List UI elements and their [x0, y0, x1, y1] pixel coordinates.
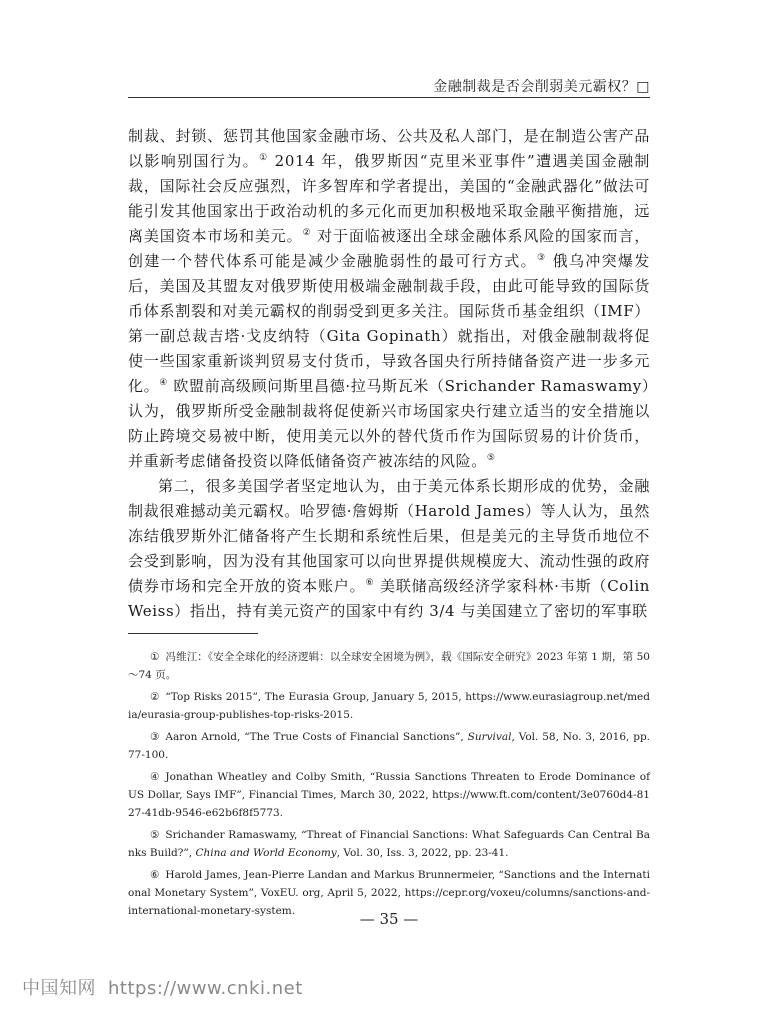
footnote-text: , Vol. 30, Iss. 3, 2022, pp. 23-41. [336, 847, 509, 859]
footnote-mark: ① [150, 651, 160, 663]
footnote-3 [128, 728, 650, 764]
header-rule [128, 97, 650, 98]
footnote-rule [128, 633, 258, 634]
footnote-text: “Top Risks 2015”, The Eurasia Group, January 5, 2015, https://www.eurasiagroup.net/media/eurasia-group-publishes-top-risks-2015. [128, 691, 650, 721]
footnote-mark: ⑤ [150, 829, 160, 841]
footnote-text: Aaron Arnold, “The True Costs of Financial Sanctions”, [165, 731, 468, 743]
footnote-ref-1[interactable]: ① [259, 153, 269, 163]
watermark-url[interactable]: https://www.cnki.net [108, 978, 303, 999]
footnote-mark: ⑥ [150, 869, 160, 881]
paragraph-2-sentence: 第二，很多美国学者坚定地认为，由于美元体系长期形成的优势，金融制裁很难撼动美元霸权。哈罗德·詹姆斯（Harold James）等人认为，虽然冻结俄罗斯外汇储备将产生长期和系统性后果，但是美元的主导货币地位不会受到影响，因为没有其他国家可以向世界提供规模庞大、流动性强的政府债券市场和完全开放的资本账户。 [128, 477, 650, 595]
footnote-text: Srichander Ramaswamy, “Threat of Financial Sanctions: What Safeguards Can Central Banks Build?”, [128, 829, 650, 859]
footnote-text: Jonathan Wheatley and Colby Smith, “Russia Sanctions Threaten to Erode Dominance of US Dollar, Says IMF”, Financial Times, March 30, 2022, https://www.ft.com/content/3e0760d4-8127-41db-9546-e62b6f8f5773. [128, 771, 650, 819]
paragraph-1-sentence: 2014 年，俄罗斯因“克里米亚事件”遭遇美国金融制裁，国际社会反应强烈，许多智库和学者提出，美国的“金融武器化”做法可能引发其他国家出于政治动机的多元化而更加积极地采取金融平衡措施，远离美国资本市场和美元。 [128, 152, 651, 245]
page-number: — 35 — [359, 910, 419, 928]
footnote-5 [128, 826, 650, 862]
footnote-ref-6[interactable]: ⑥ [365, 578, 375, 588]
footnote-journal-title: China and World Economy [195, 847, 337, 859]
paragraph-1 [128, 124, 650, 474]
footnote-mark: ④ [150, 771, 160, 783]
footnote-4 [128, 768, 650, 822]
paragraph-1-sentence: 对于面临被逐出全球金融体系风险的国家而言，创建一个替代体系可能是减少金融脆弱性的最可行方式。 [128, 227, 650, 270]
footnote-ref-3[interactable]: ③ [537, 253, 547, 263]
footnotes [128, 648, 650, 924]
paragraph-1-sentence: 欧盟前高级顾问斯里昌德·拉马斯瓦米（Srichander Ramaswamy）认为，俄罗斯所受金融制裁将促使新兴市场国家央行建立适当的安全措施以防止跨境交易被中断，使用美元以外的替代货币作为国际贸易的计价货币，并重新考虑储备投资以降低储备资产被冻结的风险。 [128, 377, 650, 470]
running-head-title: 金融制裁是否会削弱美元霸权？□ [433, 79, 650, 95]
watermark-brand: 中国知网 [22, 978, 96, 999]
footnote-2 [128, 688, 650, 724]
footnote-mark: ③ [150, 731, 160, 743]
footnote-text: , Vol. 58, No. 3, 2016, pp. 77-100. [128, 731, 651, 761]
footnote-ref-2[interactable]: ② [302, 228, 312, 238]
paragraph-1-sentence: 俄乌冲突爆发后，美国及其盟友对俄罗斯使用极端金融制裁手段，由此可能导致的国际货币体系割裂和对美元霸权的削弱受到更多关注。国际货币基金组织（IMF）第一副总裁吉塔·戈皮纳特（Gita Gopinath）就指出，对俄金融制裁将促使一些国家重新谈判贸易支付货币，导致各国央行所持储备资产进一步多元化。 [128, 252, 651, 395]
body-text [128, 124, 650, 624]
paragraph-2-sentence: 美联储高级经济学家科林·韦斯（Colin Weiss）指出，持有美元资产的国家中有约 3/4 与美国建立了密切的军事联 [128, 577, 650, 620]
footnote-ref-4[interactable]: ④ [159, 378, 168, 388]
footnote-text: Harold James, Jean-Pierre Landan and Markus Brunnermeier, “Sanctions and the International Monetary System”, VoxEU. org, April 5, 2022, https://cepr.org/voxeu/columns/sanctions-and-international-monetary-system. [128, 869, 650, 917]
watermark [22, 974, 303, 1000]
footnote-ref-5[interactable]: ⑤ [486, 453, 496, 463]
footnote-1 [128, 648, 650, 684]
footnote-mark: ② [150, 691, 160, 703]
paragraph-2 [128, 474, 650, 624]
footnote-text: 冯维江：《安全全球化的经济逻辑：以全球安全困境为例》，载《国际安全研究》2023 年第 1 期，第 50～74 页。 [128, 651, 650, 681]
footnote-journal-title: Survival [467, 731, 512, 743]
paragraph-1-sentence: 制裁、封锁、惩罚其他国家金融市场、公共及私人部门，是在制造公害产品以影响别国行为。 [128, 127, 650, 170]
